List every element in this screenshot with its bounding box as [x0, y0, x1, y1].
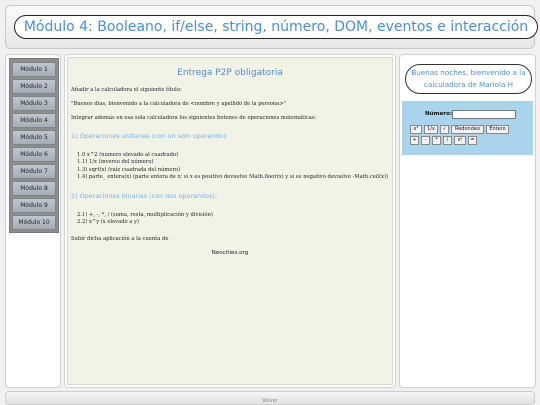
- add-button[interactable]: +: [410, 136, 419, 145]
- page-title: Módulo 4: Booleano, if/else, string, número, DOM, eventos e interacción: [14, 15, 538, 39]
- integer-button[interactable]: Entero: [486, 125, 509, 134]
- nav-item-module-8[interactable]: Módulo 8: [12, 181, 56, 196]
- divide-button[interactable]: /: [443, 136, 452, 145]
- inverse-button[interactable]: 1/x: [424, 125, 438, 134]
- square-button[interactable]: x²: [410, 125, 422, 134]
- equals-button[interactable]: =: [468, 136, 477, 145]
- main-content: [64, 54, 396, 388]
- unary-item: 1.1) 1/x (inverso del número): [77, 159, 154, 166]
- nav-item-module-1[interactable]: Módulo 1: [12, 62, 56, 77]
- unary-heading: 1) Operaciones unitarias (con un solo operando):: [71, 132, 228, 140]
- nav-item-module-4[interactable]: Módulo 4: [12, 113, 56, 128]
- nav-item-module-2[interactable]: Módulo 2: [12, 79, 56, 94]
- multiply-button[interactable]: *: [432, 136, 441, 145]
- sqrt-button[interactable]: √: [440, 125, 449, 134]
- binary-heading: 2) Operaciones binarias (con dos operandos):: [71, 191, 217, 200]
- page-footer: [5, 391, 535, 405]
- unary-item: 1.0 x^2 (número elevado al cuadrado): [77, 152, 179, 158]
- integration-text: Integrar además en esa sola calculadora los siguientes botones de operaciones matemáticas:: [71, 115, 317, 121]
- module-nav: [5, 54, 61, 388]
- binary-item: 2.2) x^y (x elevado a y): [77, 219, 139, 226]
- upload-text: Subir dicha aplicación a la cuenta de: [71, 236, 169, 243]
- nav-item-module-7[interactable]: Módulo 7: [12, 164, 56, 179]
- instruction-text: Añadir a la calculadora el siguiente título:: [71, 87, 182, 93]
- power-button[interactable]: xʸ: [454, 136, 466, 145]
- nav-item-module-5[interactable]: Módulo 5: [12, 130, 56, 145]
- number-input[interactable]: [452, 110, 516, 119]
- unary-item: 1.4) parte_ entera(x) (parte entera de x: si x es positivo devuelve Math.floor(x) y si es negativo devuelve -Math.ceil(x)): [77, 174, 389, 181]
- module-nav-list: [9, 58, 59, 233]
- nav-item-module-3[interactable]: Módulo 3: [12, 96, 56, 111]
- nav-item-module-6[interactable]: Módulo 6: [12, 147, 56, 162]
- round-button[interactable]: Redondeo: [451, 125, 484, 134]
- assignment-panel: [67, 57, 393, 385]
- greeting-title: Buenas noches, bienvenido a la calculadora de Mariola H: [405, 64, 532, 94]
- nav-item-module-10[interactable]: Módulo 10: [12, 215, 56, 230]
- assignment-title: Entrega P2P obligatoria: [177, 68, 283, 78]
- subtract-button[interactable]: -: [421, 136, 430, 145]
- binary-item: 2.1) +, -, *, / (suma, resta, multiplicación y división): [77, 211, 213, 218]
- calculator-panel: [402, 101, 533, 155]
- page-header: [5, 5, 535, 49]
- back-link[interactable]: Volver: [262, 398, 278, 404]
- neocities-link[interactable]: Neocities.org: [211, 250, 249, 257]
- title-quote-text: "Buenos días, bienvenido a la calculadora de <nombre y apellido de la persona>": [71, 101, 287, 107]
- number-label: Número:: [425, 111, 453, 117]
- unary-item: 1.3) sqrt(x) (raíz cuadrada del número): [77, 166, 181, 173]
- calculator-sidebar: [399, 54, 536, 388]
- nav-item-module-9[interactable]: Módulo 9: [12, 198, 56, 213]
